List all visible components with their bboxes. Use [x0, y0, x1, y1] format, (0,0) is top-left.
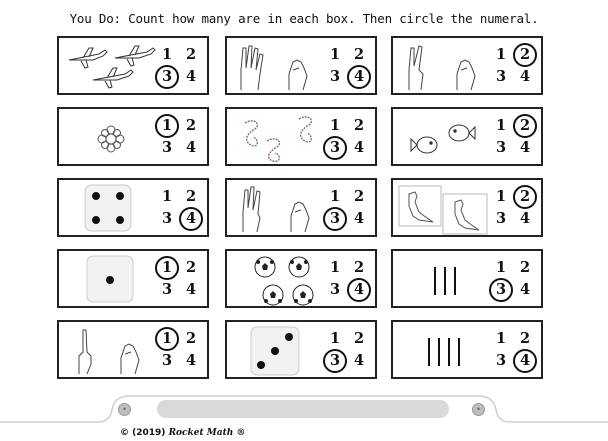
instructions-text: You Do: Count how many are in each box. Then circle the numeral. [69, 11, 539, 26]
numeral-4[interactable]: 4 [519, 68, 531, 85]
numeral-4[interactable]: 4 [519, 281, 531, 298]
numeral-2[interactable]: 2 [353, 117, 365, 134]
next-button[interactable]: • [472, 403, 485, 416]
numeral-choices [323, 258, 369, 302]
numeral-3[interactable]: 3 [161, 281, 173, 298]
numeral-choices [155, 116, 201, 160]
numeral-4-circled[interactable]: 4 [513, 349, 537, 373]
numeral-3[interactable]: 3 [495, 139, 507, 156]
hand-fingers-icon [397, 40, 491, 93]
flower-icon [63, 111, 157, 164]
numeral-3-circled[interactable]: 3 [323, 136, 347, 160]
count-card-5 [225, 107, 377, 166]
numeral-choices [323, 187, 369, 231]
numeral-1[interactable]: 1 [329, 46, 341, 63]
count-card-11 [225, 249, 377, 308]
numeral-2[interactable]: 2 [185, 46, 197, 63]
numeral-1[interactable]: 1 [329, 117, 341, 134]
numeral-choices [489, 116, 535, 160]
numeral-4[interactable]: 4 [185, 281, 197, 298]
die-face-icon [63, 182, 157, 235]
tally-marks-icon [397, 253, 491, 306]
die-face-icon [231, 324, 325, 377]
numeral-3-circled[interactable]: 3 [323, 207, 347, 231]
numeral-choices [155, 45, 201, 89]
count-card-10 [57, 249, 209, 308]
numeral-1[interactable]: 1 [161, 46, 173, 63]
worksheet-grid [57, 36, 545, 383]
numeral-4[interactable]: 4 [185, 139, 197, 156]
coiled-snake-icon [231, 111, 325, 164]
footer [120, 428, 245, 438]
count-card-13 [57, 320, 209, 379]
count-card-14 [225, 320, 377, 379]
numeral-3[interactable]: 3 [495, 352, 507, 369]
fish-icon [397, 111, 491, 164]
numeral-choices [323, 45, 369, 89]
numeral-4[interactable]: 4 [185, 352, 197, 369]
numeral-1[interactable]: 1 [495, 117, 507, 134]
numeral-3[interactable]: 3 [329, 281, 341, 298]
count-card-12 [391, 249, 543, 308]
numeral-choices [155, 258, 201, 302]
count-card-2 [225, 36, 377, 95]
numeral-3[interactable]: 3 [495, 68, 507, 85]
numeral-1-circled[interactable]: 1 [155, 114, 179, 138]
numeral-2[interactable]: 2 [519, 259, 531, 276]
numeral-2[interactable]: 2 [519, 330, 531, 347]
numeral-2[interactable]: 2 [185, 188, 197, 205]
numeral-2-circled[interactable]: 2 [513, 114, 537, 138]
numeral-1[interactable]: 1 [329, 330, 341, 347]
numeral-4[interactable]: 4 [353, 210, 365, 227]
numeral-choices [489, 329, 535, 373]
count-card-7 [57, 178, 209, 237]
numeral-2[interactable]: 2 [185, 117, 197, 134]
numeral-2[interactable]: 2 [185, 259, 197, 276]
numeral-1[interactable]: 1 [495, 188, 507, 205]
numeral-1[interactable]: 1 [329, 188, 341, 205]
numeral-choices [489, 45, 535, 89]
airplanes-icon [63, 40, 157, 93]
numeral-choices [155, 329, 201, 373]
numeral-2[interactable]: 2 [353, 46, 365, 63]
numeral-3[interactable]: 3 [161, 210, 173, 227]
numeral-3[interactable]: 3 [495, 210, 507, 227]
numeral-choices [323, 329, 369, 373]
numeral-3[interactable]: 3 [161, 352, 173, 369]
numeral-4-circled[interactable]: 4 [179, 207, 203, 231]
numeral-1[interactable]: 1 [329, 259, 341, 276]
numeral-2[interactable]: 2 [185, 330, 197, 347]
numeral-3[interactable]: 3 [329, 68, 341, 85]
numeral-1[interactable]: 1 [495, 330, 507, 347]
die-face-icon [63, 253, 157, 306]
tally-marks-icon [397, 324, 491, 377]
numeral-1[interactable]: 1 [161, 188, 173, 205]
numeral-4[interactable]: 4 [353, 139, 365, 156]
numeral-2[interactable]: 2 [353, 188, 365, 205]
soccer-ball-icon [231, 253, 325, 306]
numeral-4[interactable]: 4 [185, 68, 197, 85]
numeral-2[interactable]: 2 [353, 330, 365, 347]
numeral-4[interactable]: 4 [519, 139, 531, 156]
numeral-2-circled[interactable]: 2 [513, 185, 537, 209]
numeral-choices [489, 187, 535, 231]
hand-finger-icon [63, 324, 157, 377]
hand-fingers-icon [231, 182, 325, 235]
numeral-3-circled[interactable]: 3 [489, 278, 513, 302]
numeral-choices [323, 116, 369, 160]
numeral-4[interactable]: 4 [353, 352, 365, 369]
count-card-8 [225, 178, 377, 237]
progress-track[interactable] [157, 400, 449, 418]
count-card-9 [391, 178, 543, 237]
numeral-choices [155, 187, 201, 231]
numeral-3-circled[interactable]: 3 [155, 65, 179, 89]
numeral-1[interactable]: 1 [495, 259, 507, 276]
brand-logo-text: Rocket Math ® [168, 428, 246, 438]
numeral-1[interactable]: 1 [495, 46, 507, 63]
count-card-4 [57, 107, 209, 166]
numeral-3-circled[interactable]: 3 [323, 349, 347, 373]
numeral-1-circled[interactable]: 1 [155, 256, 179, 280]
hand-fingers-icon [231, 40, 325, 93]
count-card-6 [391, 107, 543, 166]
numeral-4-circled[interactable]: 4 [347, 278, 371, 302]
numeral-3[interactable]: 3 [161, 139, 173, 156]
previous-button[interactable]: • [118, 403, 131, 416]
numeral-4-circled[interactable]: 4 [347, 65, 371, 89]
numeral-4[interactable]: 4 [519, 210, 531, 227]
count-card-1 [57, 36, 209, 95]
count-card-15 [391, 320, 543, 379]
numeral-choices [489, 258, 535, 302]
kangaroo-icon [397, 182, 491, 235]
player-bar [0, 392, 608, 426]
count-card-3 [391, 36, 543, 95]
copyright-text: © (2019) [120, 428, 166, 438]
numeral-2[interactable]: 2 [353, 259, 365, 276]
numeral-1-circled[interactable]: 1 [155, 327, 179, 351]
numeral-2-circled[interactable]: 2 [513, 43, 537, 67]
